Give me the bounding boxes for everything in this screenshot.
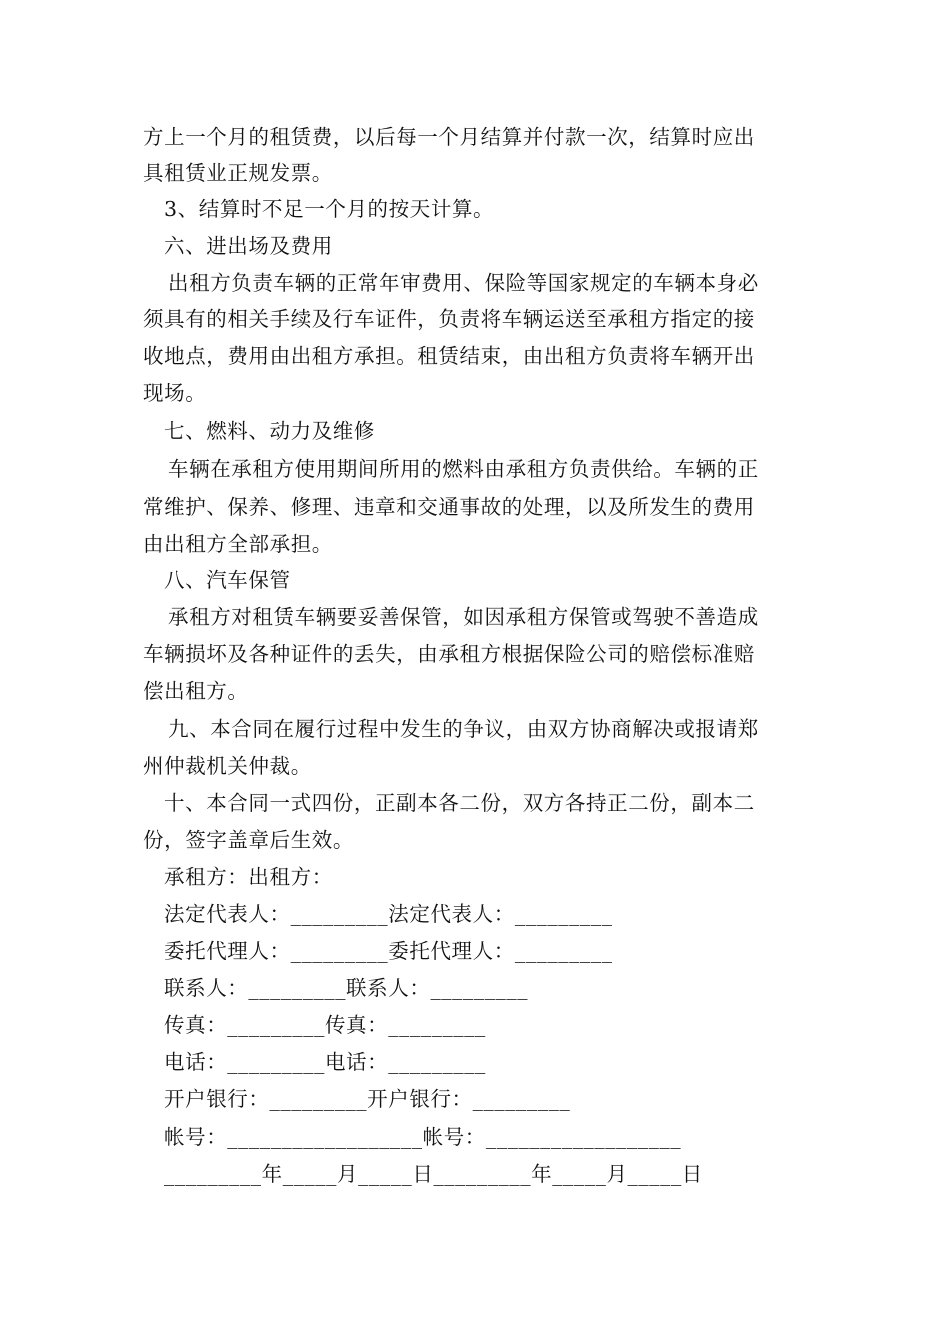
signature-field-legal-rep: 法定代表人：_________法定代表人：_________ <box>164 902 613 926</box>
signature-field-fax: 传真：_________传真：_________ <box>164 1013 486 1037</box>
paragraph-line: 具租赁业正规发票。 <box>143 161 333 185</box>
paragraph-line: 收地点，费用由出租方承担。租赁结束，由出租方负责将车辆开出 <box>143 344 755 368</box>
signature-field-phone: 电话：_________电话：_________ <box>164 1050 486 1074</box>
signature-parties: 承租方：出租方： <box>164 865 333 889</box>
paragraph-line: 承租方对租赁车辆要妥善保管，如因承租方保管或驾驶不善造成 <box>168 605 759 629</box>
paragraph-line: 偿出租方。 <box>143 679 249 703</box>
paragraph-line: 由出租方全部承担。 <box>143 532 333 556</box>
list-item: 3、结算时不足一个月的按天计算。 <box>164 197 495 221</box>
paragraph-line: 方上一个月的租赁费，以后每一个月结算并付款一次，结算时应出 <box>143 125 755 149</box>
signature-field-date: _________年_____月_____日_________年_____月_____日 <box>164 1162 703 1186</box>
paragraph-line: 车辆损坏及各种证件的丢失，由承租方根据保险公司的赔偿标准赔 <box>143 642 755 666</box>
paragraph-line: 份，签字盖章后生效。 <box>143 828 354 852</box>
section-heading: 六、进出场及费用 <box>164 234 333 258</box>
paragraph-line: 现场。 <box>143 381 207 405</box>
section-heading: 九、本合同在履行过程中发生的争议，由双方协商解决或报请郑 <box>168 717 759 741</box>
section-heading: 七、燃料、动力及维修 <box>164 419 375 443</box>
paragraph-line: 出租方负责车辆的正常年审费用、保险等国家规定的车辆本身必 <box>168 271 759 295</box>
signature-field-bank: 开户银行：_________开户银行：_________ <box>164 1087 571 1111</box>
paragraph-line: 常维护、保养、修理、违章和交通事故的处理，以及所发生的费用 <box>143 495 755 519</box>
signature-field-contact: 联系人：_________联系人：_________ <box>164 976 529 1000</box>
paragraph-line: 车辆在承租方使用期间所用的燃料由承租方负责供给。车辆的正 <box>168 457 759 481</box>
section-heading: 十、本合同一式四份，正副本各二份，双方各持正二份，副本二 <box>164 791 755 815</box>
signature-field-agent: 委托代理人：_________委托代理人：_________ <box>164 939 613 963</box>
paragraph-line: 须具有的相关手续及行车证件，负责将车辆运送至承租方指定的接 <box>143 307 755 331</box>
section-heading: 八、汽车保管 <box>164 568 291 592</box>
paragraph-line: 州仲裁机关仲裁。 <box>143 754 312 778</box>
signature-field-account: 帐号：__________________帐号：__________________ <box>164 1125 682 1149</box>
